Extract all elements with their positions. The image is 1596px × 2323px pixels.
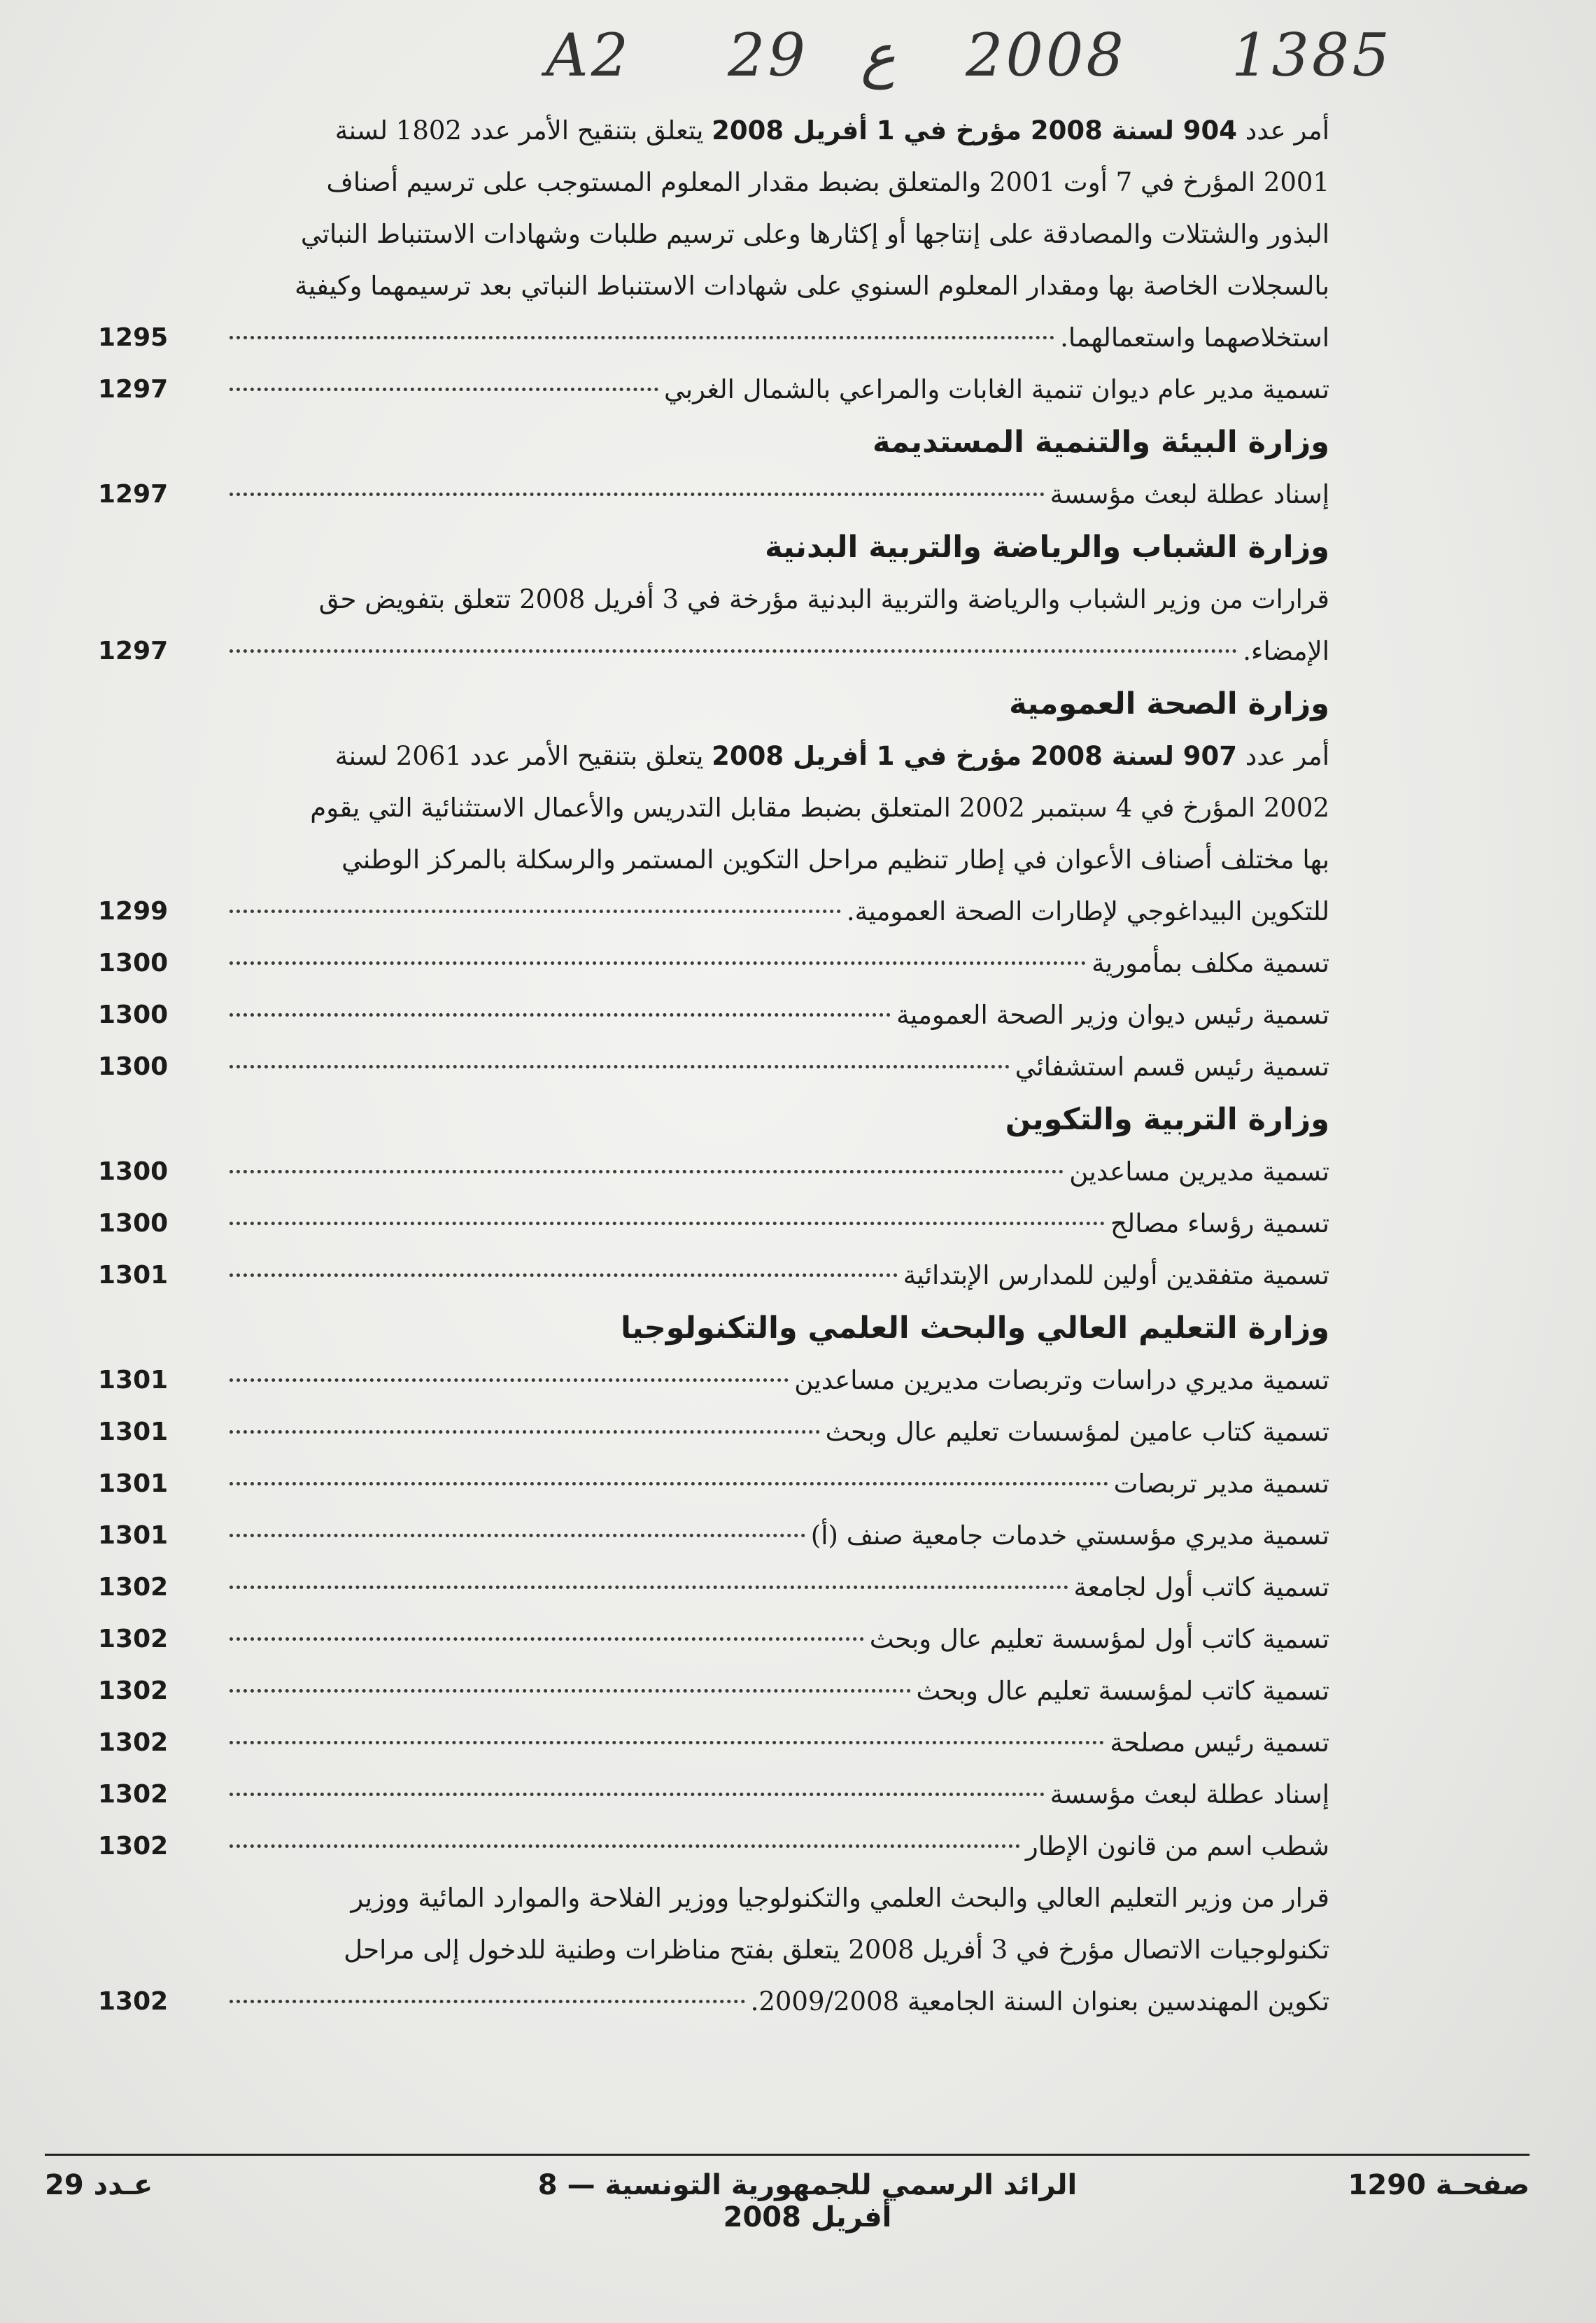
entry-text-line: تسمية رئيس قسم استشفائي [1015, 1052, 1329, 1082]
toc-entry [98, 1041, 1329, 1093]
entry-final-line [224, 1198, 1329, 1250]
entry-text-line: تسمية مديري دراسات وتربصات مديرين مساعدين [794, 1365, 1329, 1395]
entry-final-line [224, 1250, 1329, 1301]
gazette-title: الرائد الرسمي للجمهورية التونسية — 8 أفريل 2008 [537, 2169, 1078, 2233]
entry-final-line [224, 1614, 1329, 1665]
handwriting-mark-5: 1385 [1231, 21, 1392, 90]
entry-text-line: 2002 المؤرخ في 4 سبتمبر 2002 المتعلق بضبط مقابل التدريس والأعمال الاستثنائية التي يقوم [310, 793, 1329, 823]
dot-leader [229, 1741, 1104, 1744]
toc-entry [98, 1821, 1329, 1872]
dot-leader [229, 1637, 864, 1641]
entry-page-number: 1299 [98, 897, 169, 926]
dot-leader [229, 1534, 805, 1537]
entry-text-line: قرارات من وزير الشباب والرياضة والتربية البدنية مؤرخة في 3 أفريل 2008 تتعلق بتفويض حق [318, 584, 1329, 614]
entry-text-line: تسمية كاتب أول لمؤسسة تعليم عال وبحث [869, 1624, 1329, 1654]
dot-leader [229, 1586, 1068, 1589]
entry-page-number: 1302 [98, 1780, 169, 1809]
entry-page-number: 1297 [98, 637, 169, 665]
entry-final-line [224, 1821, 1329, 1872]
entry-text-line: تسمية مدير عام ديوان تنمية الغابات والمراعي بالشمال الغربي [663, 374, 1329, 404]
toc-entry [98, 1769, 1329, 1821]
entry-text-line: بها مختلف أصناف الأعوان في إطار تنظيم مراحل التكوين المستمر والرسكلة بالمركز الوطني [341, 845, 1329, 875]
ministry-heading: وزارة التعليم العالي والبحث العلمي والتكنولوجيا [621, 1311, 1329, 1346]
toc-entry [98, 989, 1329, 1041]
entry-final-line [224, 938, 1329, 989]
entry-text-line: تسمية كتاب عامين لمؤسسات تعليم عال وبحث [825, 1417, 1329, 1447]
entry-text-line: البذور والشتلات والمصادقة على إنتاجها أو إكثارها وعلى ترسيم طلبات وشهادات الاستنباط النباتي [300, 219, 1329, 249]
entry-page-number: 1302 [98, 1728, 169, 1757]
entry-page-number: 1297 [98, 480, 169, 509]
entry-final-line [224, 1146, 1329, 1198]
entry-text-line: تسمية كاتب لمؤسسة تعليم عال وبحث [916, 1676, 1329, 1706]
entry-text-line: تسمية كاتب أول لجامعة [1073, 1572, 1329, 1602]
toc-entry [98, 1717, 1329, 1769]
page-footer [45, 2169, 1530, 2233]
entry-page-number: 1300 [98, 1052, 169, 1081]
entry-text-line: إسناد عطلة لبعث مؤسسة [1050, 1779, 1329, 1809]
entry-final-line [224, 1406, 1329, 1458]
toc-entry [98, 1198, 1329, 1250]
toc-entry [98, 1250, 1329, 1301]
handwriting-mark-4: 2008 [966, 21, 1127, 90]
toc-entry [98, 364, 1329, 416]
entry-text-line: أمر عدد 907 لسنة 2008 مؤرخ في 1 أفريل 2008 يتعلق بتنقيح الأمر عدد 2061 لسنة [334, 741, 1329, 771]
ministry-heading: وزارة الشباب والرياضة والتربية البدنية [765, 530, 1329, 565]
entry-final-line [224, 1510, 1329, 1562]
entry-final-line [224, 312, 1329, 364]
entry-page-number: 1295 [98, 323, 169, 352]
entry-text-line: الإمضاء. [1243, 636, 1329, 666]
dot-leader [229, 493, 1045, 496]
toc-entry [98, 1510, 1329, 1562]
entry-text-line: تسمية مدير تربصات [1113, 1469, 1329, 1499]
toc-entry [98, 1146, 1329, 1198]
entry-page-number: 1302 [98, 1987, 169, 2016]
entry-page-number: 1301 [98, 1418, 169, 1446]
entry-text-line: للتكوين البيداغوجي لإطارات الصحة العمومية. [846, 896, 1329, 926]
entry-text-line: تكوين المهندسين بعنوان السنة الجامعية 2009/2008. [750, 1986, 1329, 2017]
entry-text-line: تسمية مديري مؤسستي خدمات جامعية صنف (أ) [810, 1520, 1329, 1551]
entry-text-line: تكنولوجيات الاتصال مؤرخ في 3 أفريل 2008 يتعلق بفتح مناظرات وطنية للدخول إلى مراحل [344, 1935, 1329, 1965]
entry-page-number: 1301 [98, 1469, 169, 1498]
toc-entry [98, 1562, 1329, 1614]
entry-final-line [224, 1976, 1329, 2028]
entry-text-line: إسناد عطلة لبعث مؤسسة [1050, 479, 1329, 509]
entry-text-line: تسمية رؤساء مصالح [1110, 1208, 1329, 1238]
entry-text-line: أمر عدد 904 لسنة 2008 مؤرخ في 1 أفريل 2008 يتعلق بتنقيح الأمر عدد 1802 لسنة [334, 115, 1329, 146]
ministry-heading: وزارة التربية والتكوين [1005, 1102, 1329, 1137]
entry-page-number: 1302 [98, 1625, 169, 1653]
entry-final-line [224, 886, 1329, 938]
entry-final-line [224, 1769, 1329, 1821]
toc-entry [98, 574, 1329, 677]
entry-final-line [224, 1562, 1329, 1614]
handwriting-mark-1: A2 [546, 21, 632, 90]
dot-leader [229, 336, 1054, 339]
entry-text-line: شطب اسم من قانون الإطار [1025, 1831, 1329, 1861]
dot-leader [229, 1844, 1020, 1848]
entry-page-number: 1302 [98, 1676, 169, 1705]
entry-page-number: 1297 [98, 375, 169, 404]
entry-text-line: 2001 المؤرخ في 7 أوت 2001 والمتعلق بضبط مقدار المعلوم المستوجب على ترسيم أصناف [326, 167, 1329, 197]
entry-text-line: تسمية مديرين مساعدين [1069, 1157, 1329, 1187]
footer-divider [45, 2154, 1530, 2156]
entry-page-number: 1300 [98, 1001, 169, 1029]
toc-entry [98, 1872, 1329, 2028]
dot-leader [229, 1170, 1064, 1173]
entry-page-number: 1301 [98, 1366, 169, 1394]
dot-leader [229, 388, 658, 391]
entry-text-line: قرار من وزير التعليم العالي والبحث العلمي والتكنولوجيا ووزير الفلاحة والموارد المائية ووزير [351, 1883, 1329, 1913]
entry-final-line [224, 1355, 1329, 1406]
dot-leader [229, 1378, 789, 1382]
entry-text-line: تسمية رئيس ديوان وزير الصحة العمومية [896, 1000, 1329, 1030]
ministry-heading: وزارة الصحة العمومية [1009, 686, 1329, 721]
dot-leader [229, 1222, 1105, 1225]
dot-leader [229, 649, 1237, 653]
dot-leader [229, 910, 841, 913]
issue-number: عـدد 29 [45, 2169, 153, 2201]
entry-final-line [224, 1041, 1329, 1093]
toc-entry [98, 1458, 1329, 1510]
entry-page-number: 1302 [98, 1573, 169, 1602]
dot-leader [229, 1013, 891, 1017]
entry-final-line [224, 1665, 1329, 1717]
entry-page-number: 1300 [98, 1209, 169, 1238]
dot-leader [229, 1430, 820, 1434]
handwritten-annotation [546, 21, 1392, 105]
toc-entry [98, 1665, 1329, 1717]
toc-entry [98, 730, 1329, 938]
ministry-heading: وزارة البيئة والتنمية المستديمة [873, 425, 1329, 460]
entry-final-line [224, 1458, 1329, 1510]
entry-final-line [224, 364, 1329, 416]
handwriting-mark-2: 29 [728, 21, 808, 90]
entry-page-number: 1300 [98, 1157, 169, 1186]
entry-text-line: استخلاصهما واستعمالهما. [1060, 323, 1329, 353]
toc-entry [98, 1406, 1329, 1458]
handwriting-mark-3: ع [861, 21, 896, 90]
dot-leader [229, 2000, 745, 2003]
entry-page-number: 1301 [98, 1521, 169, 1550]
toc-entry [98, 938, 1329, 989]
entry-page-number: 1301 [98, 1261, 169, 1290]
entry-text-line: تسمية متفقدين أولين للمدارس الإبتدائية [903, 1260, 1329, 1290]
entry-final-line [224, 989, 1329, 1041]
toc-entry [98, 1355, 1329, 1406]
entry-final-line [224, 469, 1329, 521]
entry-text-line: تسمية مكلف بمأمورية [1092, 948, 1329, 978]
entry-page-number: 1300 [98, 949, 169, 977]
dot-leader [229, 1689, 911, 1693]
dot-leader [229, 1065, 1010, 1068]
entry-final-line [224, 1717, 1329, 1769]
entry-text-line: بالسجلات الخاصة بها ومقدار المعلوم السنوي على شهادات الاستنباط النباتي بعد ترسيمهما وكيفية [295, 271, 1329, 301]
table-of-contents [98, 105, 1329, 2028]
dot-leader [229, 1482, 1108, 1485]
toc-entry [98, 105, 1329, 364]
page-number: صفحـة 1290 [1348, 2169, 1530, 2201]
toc-entry [98, 469, 1329, 521]
entry-page-number: 1302 [98, 1832, 169, 1860]
dot-leader [229, 1793, 1045, 1796]
entry-text-line: تسمية رئيس مصلحة [1110, 1728, 1329, 1758]
entry-final-line [224, 626, 1329, 677]
dot-leader [229, 1273, 898, 1277]
toc-entry [98, 1614, 1329, 1665]
dot-leader [229, 961, 1086, 965]
